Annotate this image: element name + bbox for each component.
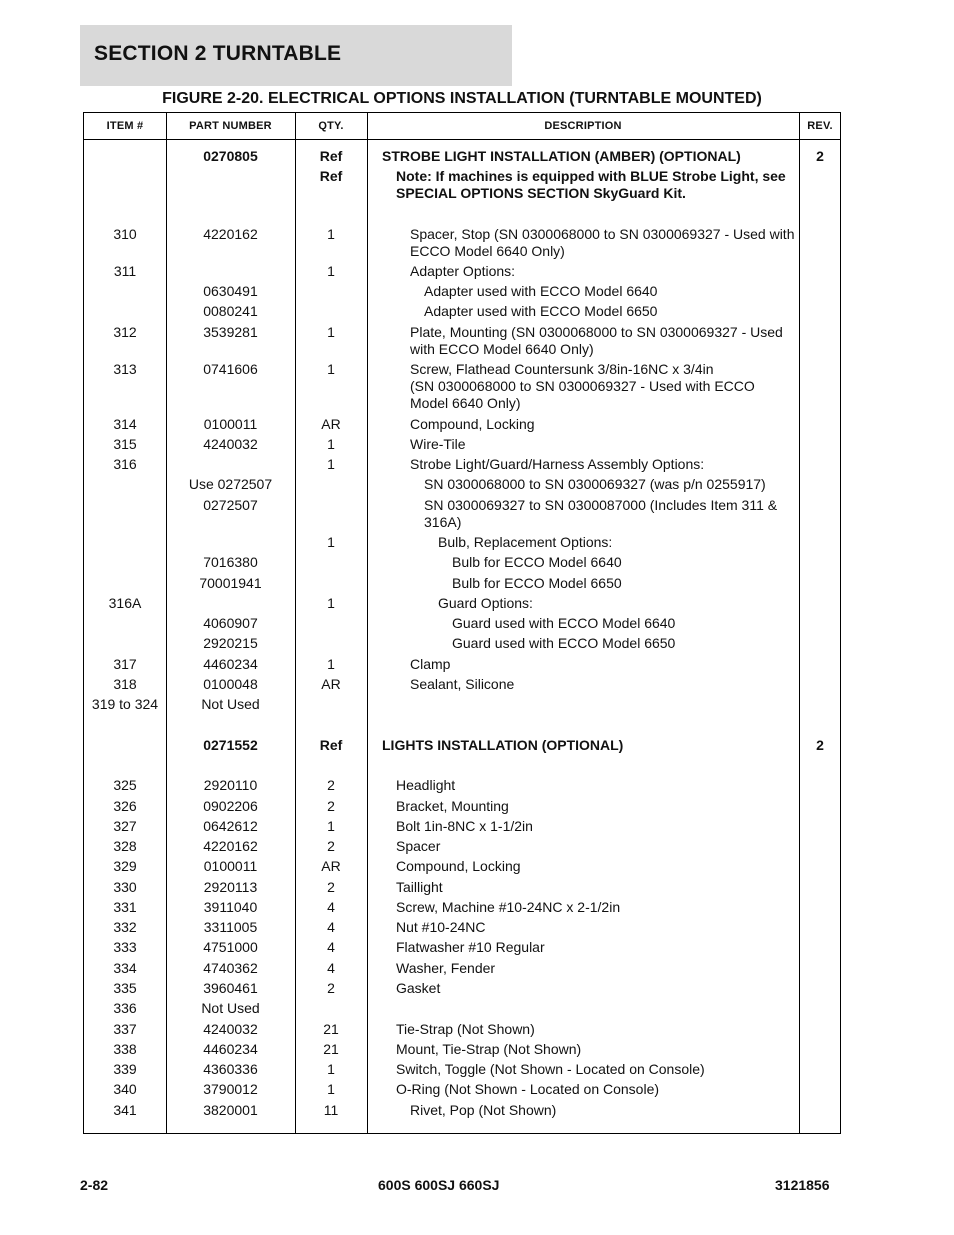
qty-cell: 4 — [327, 919, 335, 935]
description-cell: Headlight — [396, 777, 456, 793]
part-number-cell: 0642612 — [203, 818, 258, 834]
description-cell: Rivet, Pop (Not Shown) — [410, 1102, 557, 1118]
part-number-cell: 3911040 — [203, 899, 258, 915]
qty-cell: 11 — [323, 1102, 339, 1118]
qty-cell: Ref — [319, 737, 343, 753]
part-number-cell: 0630491 — [203, 283, 258, 299]
table-body — [84, 140, 840, 1133]
description-cell: Spacer, Stop (SN 0300068000 to SN 0300069327 - Used with ECCO Model 6640 Only) — [410, 226, 795, 259]
item-cell: 338 — [113, 1041, 137, 1057]
qty-cell: 1 — [327, 361, 335, 377]
description-cell: Guard used with ECCO Model 6640 — [452, 615, 676, 631]
section-title: SECTION 2 TURNTABLE — [94, 42, 342, 65]
qty-cell: 1 — [327, 324, 335, 340]
part-number-cell: 3539281 — [203, 324, 258, 340]
part-number-cell: 70001941 — [199, 575, 262, 591]
part-number-cell: 0100048 — [203, 676, 258, 692]
description-cell: Spacer — [396, 838, 441, 854]
part-number-cell: 2920215 — [203, 635, 258, 651]
description-cell: Nut #10-24NC — [396, 919, 486, 935]
qty-cell: 1 — [327, 1081, 335, 1097]
description-cell: Guard used with ECCO Model 6650 — [452, 635, 676, 651]
header-qty: QTY. — [318, 120, 344, 132]
part-number-cell: 3960461 — [203, 980, 258, 996]
item-cell: 310 — [113, 226, 137, 242]
qty-cell: 1 — [327, 595, 335, 611]
item-cell: 315 — [113, 436, 137, 452]
qty-cell: 21 — [323, 1041, 339, 1057]
item-cell: 319 to 324 — [91, 696, 159, 712]
qty-cell: Ref — [319, 168, 343, 184]
description-cell: Strobe Light/Guard/Harness Assembly Options: — [410, 456, 705, 472]
qty-cell: 4 — [327, 939, 335, 955]
description-cell: Flatwasher #10 Regular — [396, 939, 545, 955]
part-number-cell: Not Used — [201, 696, 260, 712]
item-cell: 339 — [113, 1061, 137, 1077]
description-cell: Note: If machines is equipped with BLUE Strobe Light, see SPECIAL OPTIONS SECTION SkyGuard Kit. — [396, 168, 786, 201]
description-cell: Adapter Options: — [410, 263, 516, 279]
qty-cell: 1 — [327, 456, 335, 472]
qty-cell: 4 — [327, 960, 335, 976]
item-cell: 316A — [108, 595, 142, 611]
header-item: ITEM # — [106, 120, 144, 132]
parts-table — [83, 112, 841, 1134]
item-cell: 313 — [113, 361, 137, 377]
part-number-cell: Use 0272507 — [188, 476, 273, 492]
document-number: 3121856 — [775, 1177, 830, 1193]
rev-cell: 2 — [816, 148, 824, 164]
item-cell: 333 — [113, 939, 137, 955]
description-cell: Bracket, Mounting — [396, 798, 509, 814]
description-cell: O-Ring (Not Shown - Located on Console) — [396, 1081, 660, 1097]
item-cell: 331 — [113, 899, 137, 915]
part-number-cell: 0100011 — [203, 416, 258, 432]
part-number-cell: 0100011 — [203, 858, 258, 874]
item-cell: 314 — [113, 416, 137, 432]
item-cell: 311 — [113, 263, 137, 279]
part-number-cell: 4460234 — [203, 656, 258, 672]
item-cell: 312 — [113, 324, 137, 340]
item-cell: 340 — [113, 1081, 137, 1097]
qty-cell: 2 — [327, 838, 335, 854]
item-cell: 328 — [113, 838, 137, 854]
header-part-number: PART NUMBER — [189, 120, 272, 132]
part-number-cell: 2920113 — [203, 879, 258, 895]
item-cell: 335 — [113, 980, 137, 996]
item-cell: 337 — [113, 1021, 137, 1037]
part-number-cell: 4740362 — [203, 960, 258, 976]
qty-cell: 2 — [327, 879, 335, 895]
part-number-cell: 0271552 — [203, 737, 258, 753]
qty-cell: AR — [321, 416, 341, 432]
description-cell: Bolt 1in-8NC x 1-1/2in — [396, 818, 533, 834]
qty-cell: 21 — [323, 1021, 339, 1037]
description-cell: Taillight — [396, 879, 443, 895]
rev-cell: 2 — [816, 737, 824, 753]
description-cell: Mount, Tie-Strap (Not Shown) — [396, 1041, 582, 1057]
qty-cell: 2 — [327, 798, 335, 814]
part-number-cell: 4360336 — [203, 1061, 258, 1077]
part-number-cell: 0270805 — [203, 148, 258, 164]
part-number-cell: 4220162 — [203, 838, 258, 854]
part-number-cell: 2920110 — [203, 777, 258, 793]
part-number-cell: 0080241 — [203, 303, 258, 319]
item-cell: 318 — [113, 676, 137, 692]
item-cell: 326 — [113, 798, 137, 814]
section-header — [80, 25, 512, 86]
item-cell: 325 — [113, 777, 137, 793]
part-number-cell: 7016380 — [203, 554, 258, 570]
part-number-cell: Not Used — [201, 1000, 260, 1016]
description-cell: SN 0300069327 to SN 0300087000 (Includes Item 311 & 316A) — [424, 497, 778, 530]
qty-cell: 1 — [327, 1061, 335, 1077]
figure-title: FIGURE 2-20. ELECTRICAL OPTIONS INSTALLATION (TURNTABLE MOUNTED) — [162, 90, 762, 107]
description-cell: Washer, Fender — [396, 960, 496, 976]
page-number: 2-82 — [80, 1177, 109, 1193]
description-cell: Wire-Tile — [410, 436, 466, 452]
qty-cell: 2 — [327, 777, 335, 793]
description-cell: SN 0300068000 to SN 0300069327 (was p/n 0255917) — [424, 476, 766, 492]
description-cell: Bulb for ECCO Model 6640 — [452, 554, 622, 570]
qty-cell: 1 — [327, 226, 335, 242]
part-number-cell: 4240032 — [203, 436, 258, 452]
qty-cell: 2 — [327, 980, 335, 996]
qty-cell: AR — [321, 858, 341, 874]
qty-cell: 1 — [327, 818, 335, 834]
part-number-cell: 3820001 — [203, 1102, 258, 1118]
description-cell: Switch, Toggle (Not Shown - Located on Console) — [396, 1061, 705, 1077]
item-cell: 341 — [113, 1102, 137, 1118]
description-cell: Screw, Flathead Countersunk 3/8in-16NC x 3/4in (SN 0300068000 to SN 0300069327 - Used with ECCO Model 6640 Only) — [410, 361, 755, 411]
part-number-cell: 4060907 — [203, 615, 258, 631]
description-cell: Adapter used with ECCO Model 6640 — [424, 283, 658, 299]
qty-cell: 1 — [327, 656, 335, 672]
qty-cell: Ref — [319, 148, 343, 164]
description-cell: Bulb for ECCO Model 6650 — [452, 575, 622, 591]
item-cell: 316 — [113, 456, 137, 472]
part-number-cell: 4460234 — [203, 1041, 258, 1057]
item-cell: 336 — [113, 1000, 137, 1016]
description-cell: Clamp — [410, 656, 451, 672]
description-cell: Tie-Strap (Not Shown) — [396, 1021, 535, 1037]
qty-cell: 1 — [327, 436, 335, 452]
item-cell: 327 — [113, 818, 137, 834]
description-cell: Adapter used with ECCO Model 6650 — [424, 303, 658, 319]
part-number-cell: 4240032 — [203, 1021, 258, 1037]
description-cell: Compound, Locking — [396, 858, 521, 874]
item-cell: 330 — [113, 879, 137, 895]
qty-cell: 1 — [327, 534, 335, 550]
part-number-cell: 3790012 — [203, 1081, 258, 1097]
model-number: 600S 600SJ 660SJ — [378, 1177, 500, 1193]
part-number-cell: 4751000 — [203, 939, 258, 955]
header-rev: REV. — [807, 120, 833, 132]
description-cell: Compound, Locking — [410, 416, 535, 432]
item-cell: 329 — [113, 858, 137, 874]
description-cell: Screw, Machine #10-24NC x 2-1/2in — [396, 899, 621, 915]
item-cell: 334 — [113, 960, 137, 976]
part-number-cell: 0902206 — [203, 798, 258, 814]
description-cell: STROBE LIGHT INSTALLATION (AMBER) (OPTIONAL) — [382, 148, 741, 164]
header-description: DESCRIPTION — [544, 120, 622, 132]
description-cell: Guard Options: — [438, 595, 533, 611]
qty-cell: 4 — [327, 899, 335, 915]
qty-cell: AR — [321, 676, 341, 692]
description-cell: Bulb, Replacement Options: — [438, 534, 613, 550]
part-number-cell: 0741606 — [203, 361, 258, 377]
description-cell: Plate, Mounting (SN 0300068000 to SN 0300069327 - Used with ECCO Model 6640 Only) — [410, 324, 783, 357]
part-number-cell: 3311005 — [203, 919, 258, 935]
item-cell: 332 — [113, 919, 137, 935]
part-number-cell: 4220162 — [203, 226, 258, 242]
part-number-cell: 0272507 — [203, 497, 258, 513]
qty-cell: 1 — [327, 263, 335, 279]
description-cell: Gasket — [396, 980, 441, 996]
description-cell: LIGHTS INSTALLATION (OPTIONAL) — [382, 737, 624, 753]
table-header-row — [84, 113, 840, 140]
description-cell: Sealant, Silicone — [410, 676, 515, 692]
item-cell: 317 — [113, 656, 137, 672]
